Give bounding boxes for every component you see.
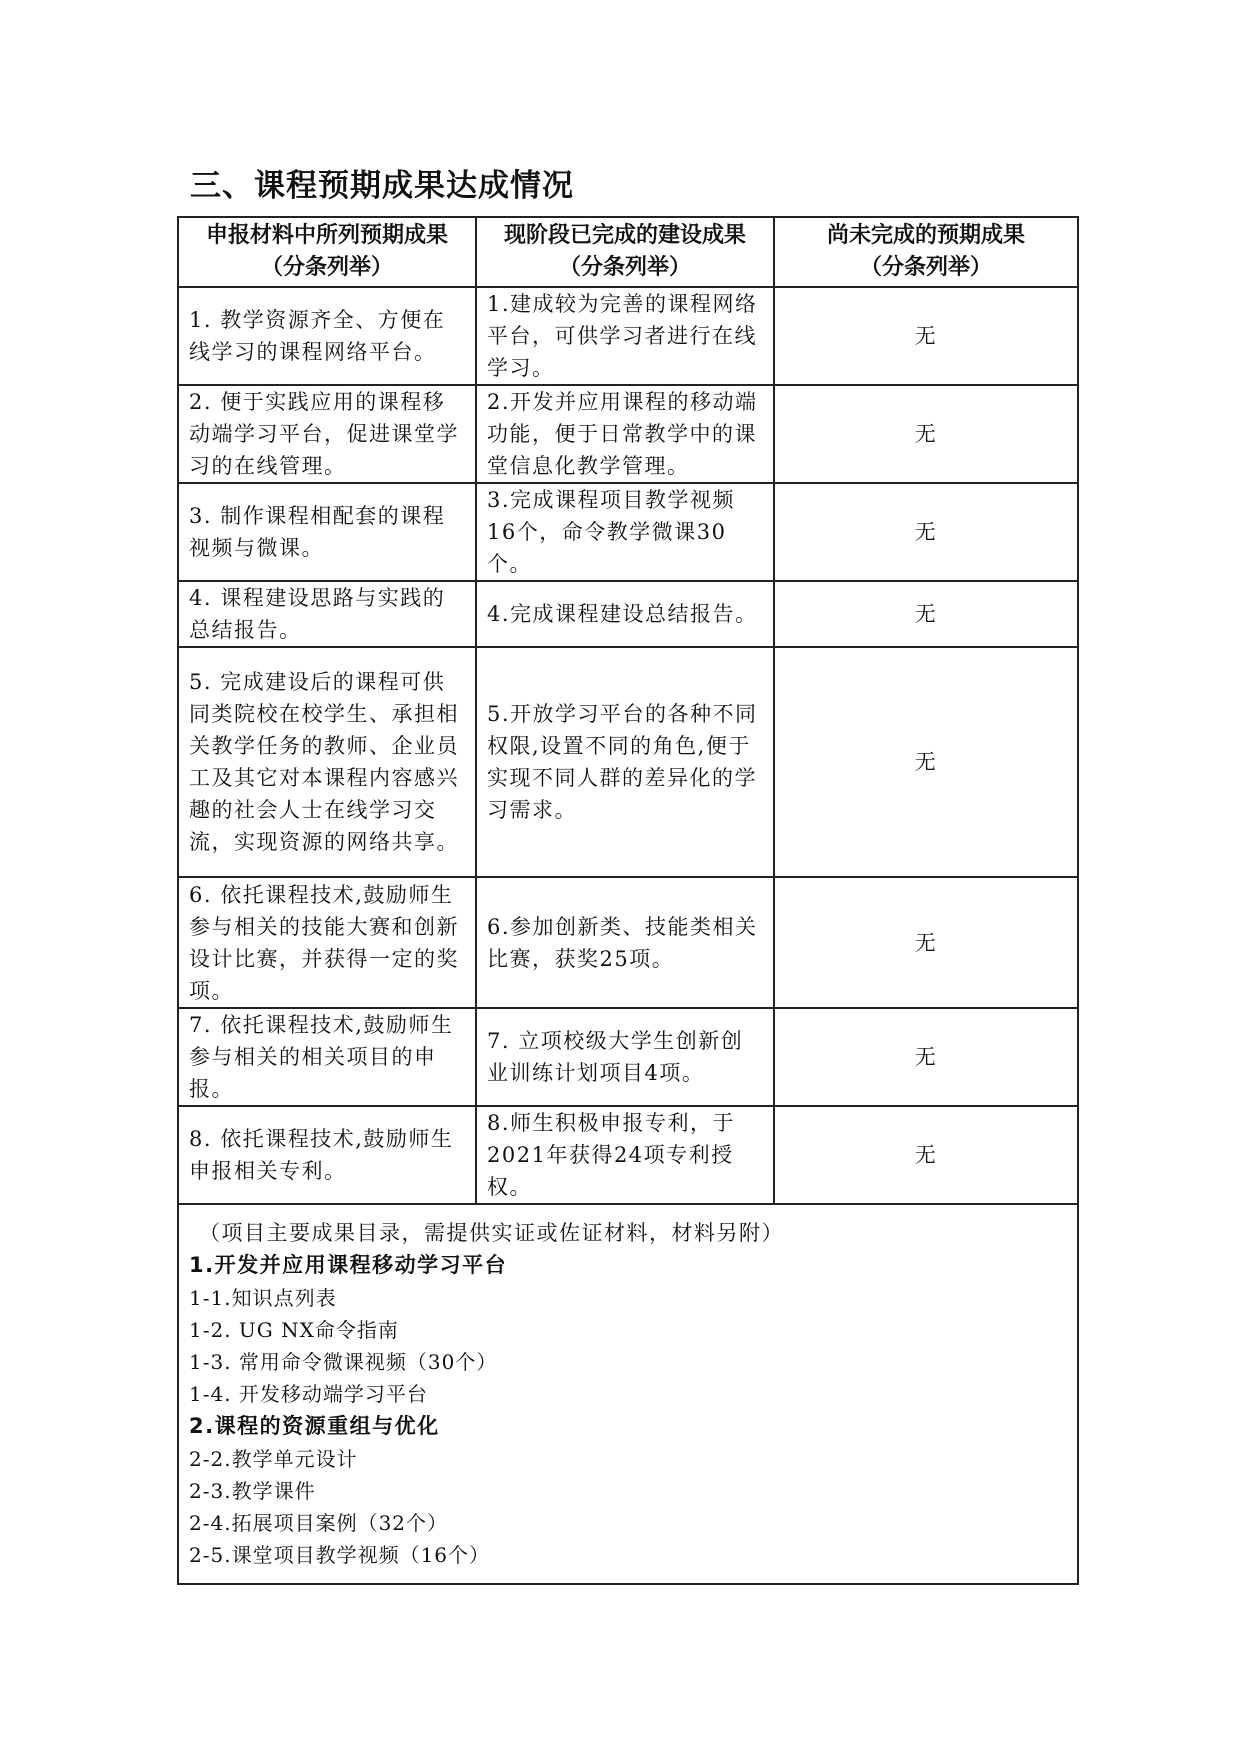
list-item: 2-5.课堂项目教学视频（16个） bbox=[189, 1543, 491, 1567]
completed-cell: 5.开放学习平台的各种不同权限,设置不同的角色,便于实现不同人群的差异化的学习需求。 bbox=[476, 647, 774, 877]
list-item: 2-2.教学单元设计 bbox=[189, 1447, 358, 1471]
list-item: 1-1.知识点列表 bbox=[189, 1286, 337, 1310]
pending-cell: 无 bbox=[774, 385, 1078, 483]
table-row bbox=[178, 647, 1078, 877]
list-item: 2-3.教学课件 bbox=[189, 1479, 316, 1503]
header-row bbox=[178, 217, 1078, 287]
section-heading: 1.开发并应用课程移动学习平台 bbox=[189, 1253, 508, 1277]
completed-cell: 7. 立项校级大学生创新创业训练计划项目4项。 bbox=[476, 1008, 774, 1106]
list-item: 1-4. 开发移动端学习平台 bbox=[189, 1382, 428, 1406]
pending-cell: 无 bbox=[774, 483, 1078, 581]
pending-cell: 无 bbox=[774, 581, 1078, 647]
expected-cell: 1. 教学资源齐全、方便在线学习的课程网络平台。 bbox=[178, 287, 476, 385]
achievements-note: （项目主要成果目录，需提供实证或佐证材料，材料另附） bbox=[199, 1221, 784, 1245]
page-title: 三、课程预期成果达成情况 bbox=[190, 168, 574, 204]
expected-cell: 5. 完成建设后的课程可供同类院校在校学生、承担相关教学任务的教师、企业员工及其它对本课程内容感兴趣的社会人士在线学习交流，实现资源的网络共享。 bbox=[178, 647, 476, 877]
completed-cell: 6.参加创新类、技能类相关比赛，获奖25项。 bbox=[476, 877, 774, 1008]
achievements-row bbox=[178, 1204, 1078, 1584]
expected-cell: 2. 便于实践应用的课程移动端学习平台，促进课堂学习的在线管理。 bbox=[178, 385, 476, 483]
table-row bbox=[178, 483, 1078, 581]
completed-cell: 1.建成较为完善的课程网络平台，可供学习者进行在线学习。 bbox=[476, 287, 774, 385]
table-row bbox=[178, 581, 1078, 647]
achievements-cell bbox=[178, 1204, 1078, 1584]
completed-cell: 2.开发并应用课程的移动端功能，便于日常教学中的课堂信息化教学管理。 bbox=[476, 385, 774, 483]
header-expected: 申报材料中所列预期成果 （分条列举） bbox=[178, 217, 476, 287]
table-row bbox=[178, 385, 1078, 483]
expected-cell: 6. 依托课程技术,鼓励师生参与相关的技能大赛和创新设计比赛，并获得一定的奖项。 bbox=[178, 877, 476, 1008]
pending-cell: 无 bbox=[774, 877, 1078, 1008]
expected-cell: 8. 依托课程技术,鼓励师生申报相关专利。 bbox=[178, 1106, 476, 1204]
pending-cell: 无 bbox=[774, 647, 1078, 877]
table-row bbox=[178, 1106, 1078, 1204]
section-heading: 2.课程的资源重组与优化 bbox=[189, 1414, 440, 1438]
pending-cell: 无 bbox=[774, 287, 1078, 385]
table-row bbox=[178, 877, 1078, 1008]
pending-cell: 无 bbox=[774, 1106, 1078, 1204]
expected-cell: 4. 课程建设思路与实践的总结报告。 bbox=[178, 581, 476, 647]
list-item: 1-2. UG NX命令指南 bbox=[189, 1318, 399, 1342]
expected-cell: 3. 制作课程相配套的课程视频与微课。 bbox=[178, 483, 476, 581]
list-item: 2-4.拓展项目案例（32个） bbox=[189, 1511, 449, 1535]
list-item: 1-3. 常用命令微课视频（30个） bbox=[189, 1350, 498, 1374]
table-row bbox=[178, 287, 1078, 385]
expected-cell: 7. 依托课程技术,鼓励师生参与相关的相关项目的申报。 bbox=[178, 1008, 476, 1106]
achievement-table bbox=[177, 216, 1079, 1585]
header-pending: 尚未完成的预期成果 （分条列举） bbox=[774, 217, 1078, 287]
header-completed: 现阶段已完成的建设成果 （分条列举） bbox=[476, 217, 774, 287]
table-row bbox=[178, 1008, 1078, 1106]
pending-cell: 无 bbox=[774, 1008, 1078, 1106]
completed-cell: 8.师生积极申报专利，于2021年获得24项专利授权。 bbox=[476, 1106, 774, 1204]
completed-cell: 3.完成课程项目教学视频16个，命令教学微课30个。 bbox=[476, 483, 774, 581]
completed-cell: 4.完成课程建设总结报告。 bbox=[476, 581, 774, 647]
